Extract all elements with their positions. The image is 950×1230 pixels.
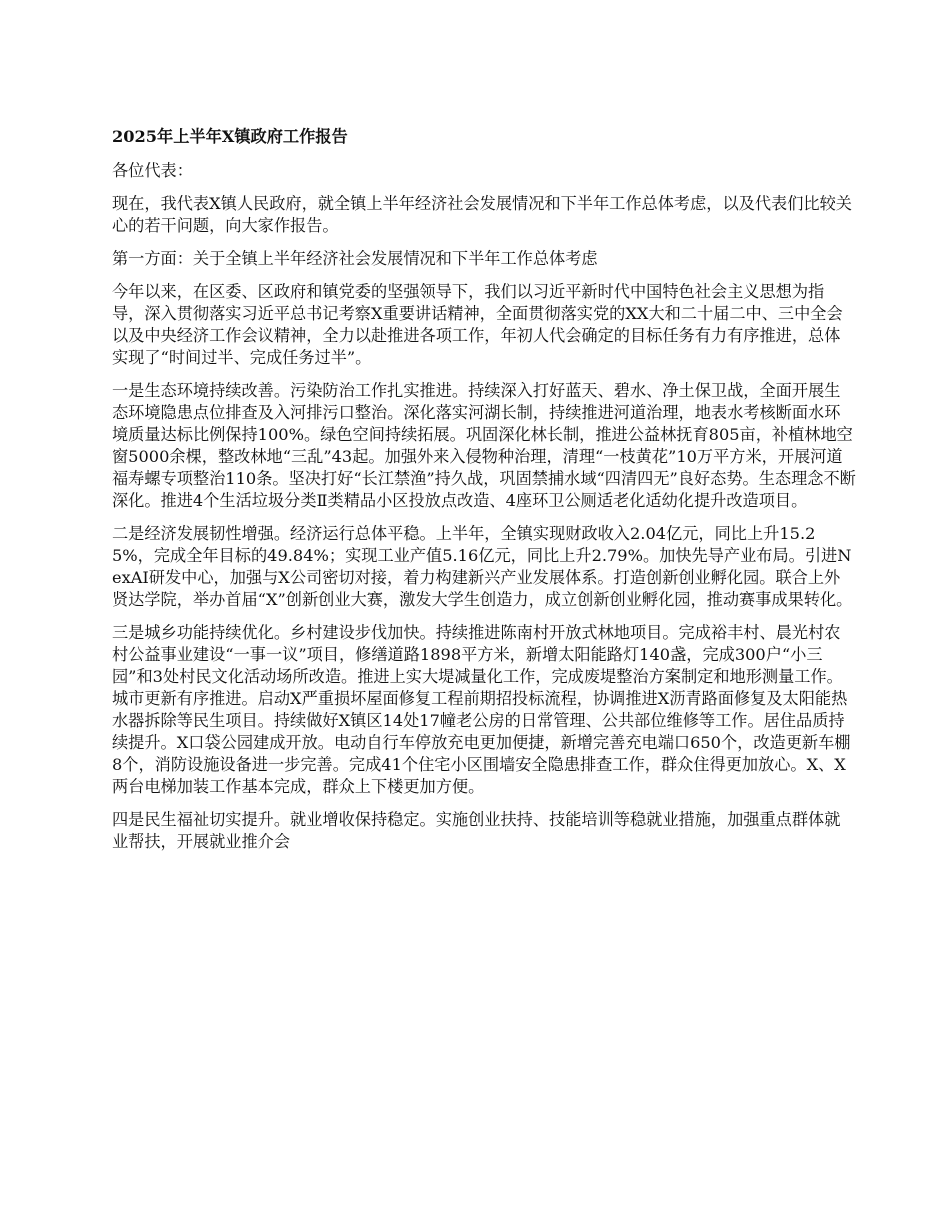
paragraph-intro: 现在，我代表X镇人民政府，就全镇上半年经济社会发展情况和下半年工作总体考虑，以及代表们比较关心的若干问题，向大家作报告。 [112, 194, 852, 235]
document-title: 2025年上半年X镇政府工作报告 [112, 127, 348, 146]
paragraph-ecology: 一是生态环境持续改善。污染防治工作扎实推进。持续深入打好蓝天、碧水、净土保卫战，全面开展生态环境隐患点位排查及入河排污口整治。深化落实河湖长制，持续推进河道治理，地表水考核断面水环境质量达标比例保持100%。绿色空间持续拓展。巩固深化林长制，推进公益林抚育805亩，补植林地空窗5000余棵，整改林地“三乱”43起。加强外来入侵物种治理，清理“一枝黄花”10万平方米，开展河道福寿螺专项整治110条。坚决打好“长江禁渔”持久战，巩固禁捕水域“四清四无”良好态势。生态理念不断深化。推进4个生活垃圾分类Ⅱ类精品小区投放点改造、4座环卫公厕适老化适幼化提升改造项目。 [112, 381, 856, 510]
salutation: 各位代表： [112, 161, 193, 180]
paragraph-economy: 二是经济发展韧性增强。经济运行总体平稳。上半年，全镇实现财政收入2.04亿元，同比上升15.25%，完成全年目标的49.84%；实现工业产值5.16亿元，同比上升2.79%。加快先导产业布局。引进NexAI研发中心，加强与X公司密切对接，着力构建新兴产业发展体系。打造创新创业孵化园。联合上外贤达学院，举办首届“X”创新创业大赛，激发大学生创造力，成立创新创业孵化园，推动赛事成果转化。 [112, 524, 853, 609]
document-page [112, 126, 856, 864]
paragraph-livelihood: 四是民生福祉切实提升。就业增收保持稳定。实施创业扶持、技能培训等稳就业措施，加强重点群体就业帮扶，开展就业推介会 [112, 810, 841, 851]
paragraph-overview: 今年以来，在区委、区政府和镇党委的坚强领导下，我们以习近平新时代中国特色社会主义思想为指导，深入贯彻落实习近平总书记考察X重要讲话精神，全面贯彻落实党的XX大和二十届二中、三中全会以及中央经济工作会议精神，全力以赴推进各项工作，年初人代会确定的目标任务有力有序推进，总体实现了“时间过半、完成任务过半”。 [112, 282, 843, 367]
section-heading: 第一方面：关于全镇上半年经济社会发展情况和下半年工作总体考虑 [112, 249, 598, 268]
paragraph-urban-rural: 三是城乡功能持续优化。乡村建设步伐加快。持续推进陈南村开放式林地项目。完成裕丰村、晨光村农村公益事业建设“一事一议”项目，修缮道路1898平方米，新增太阳能路灯140盏，完成300户“小三园”和3处村民文化活动场所改造。推进上实大堤减量化工作，完成废堤整治方案制定和地形测量工作。城市更新有序推进。启动X严重损坏屋面修复工程前期招投标流程，协调推进X沥青路面修复及太阳能热水器拆除等民生项目。持续做好X镇区14处17幢老公房的日常管理、公共部位维修等工作。居住品质持续提升。X口袋公园建成开放。电动自行车停放充电更加便捷，新增完善充电端口650个，改造更新车棚8个，消防设施设备进一步完善。完成41个住宅小区围墙安全隐患排查工作，群众住得更加放心。X、X两台电梯加装工作基本完成，群众上下楼更加方便。 [112, 623, 851, 796]
